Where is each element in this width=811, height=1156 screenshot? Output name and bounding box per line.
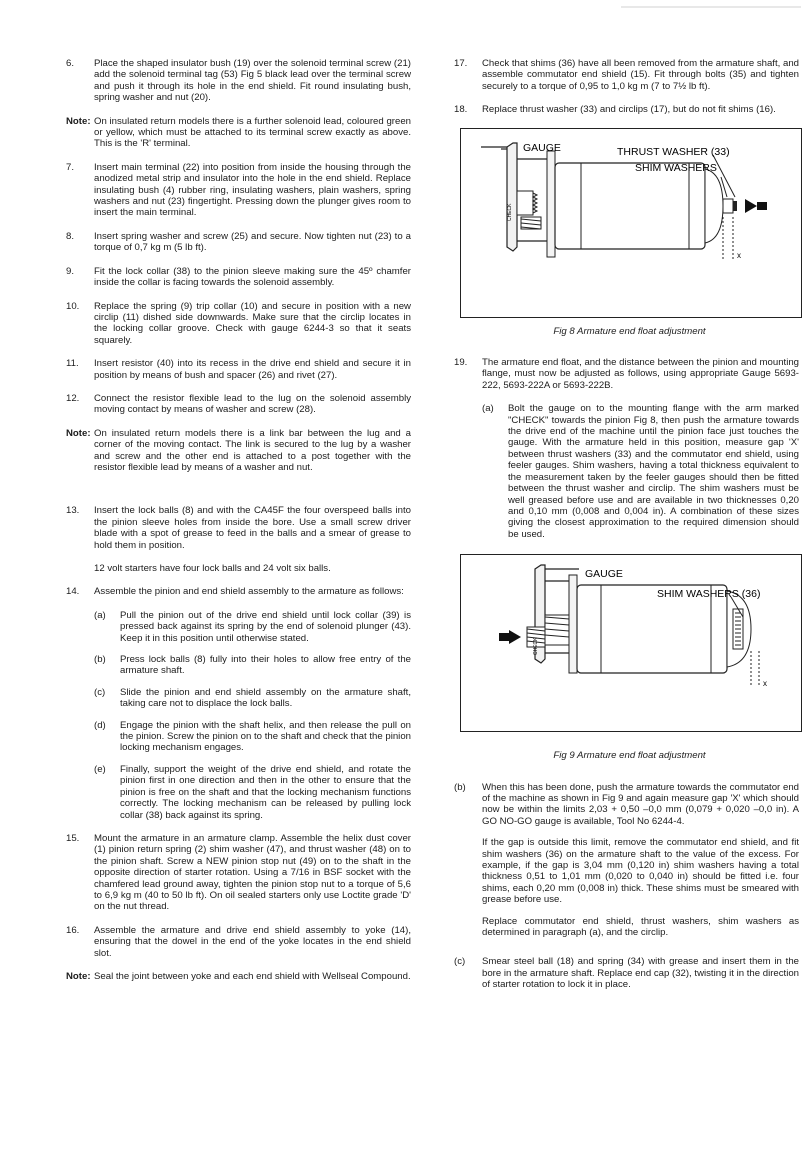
step-text: Check that shims (36) have all been removed from the armature shaft, and assemble commutator end shield (15). Fit through bolts (35) and tighten securely to a torque of 0,95 to 1,0 kg m (7 to 7½ lb ft). (482, 58, 799, 92)
gauge-label: GAUGE (585, 568, 623, 581)
sub-letter: (e) (94, 763, 106, 775)
step-19c (454, 956, 799, 990)
step-number: 19. (454, 357, 468, 369)
step-text: Assemble the armature and drive end shield assembly to yoke (14), ensuring that the dowel in the end of the yoke locates in the end shield slot. (94, 924, 411, 959)
step-14 (66, 586, 411, 597)
step-14d (94, 720, 411, 754)
note-text: On insulated return models there is a link bar between the lug and a corner of the moving contact. The link is secured to the lug by a washer and screw and the other end is attached to a post together with the resistor flexible lead by means of a washer and nut. (94, 427, 411, 473)
step-number: 12. (66, 392, 80, 404)
gap-x-label: x (737, 250, 741, 260)
step-19 (454, 357, 799, 391)
figure-8-caption: Fig 8 Armature end float adjustment (553, 325, 706, 337)
sub-letter: (a) (482, 403, 494, 415)
step-14e (94, 764, 411, 821)
figure-8-drawing (461, 129, 801, 317)
note-label: Note: (66, 427, 91, 439)
sub-text: Pull the pinion out of the drive end shield until lock collar (39) is pressed back against its spring by the end of solenoid plunger (43). Keep it in this position until otherwise stated. (120, 609, 411, 644)
push-arrow-tail (499, 633, 509, 641)
mounting-flange (547, 151, 555, 257)
shim-washers-label: SHIM WASHERS (36) (657, 588, 761, 601)
note-text: Seal the joint between yoke and each end shield with Wellseal Compound. (94, 970, 411, 982)
step-13 (66, 505, 411, 551)
sub-text: Engage the pinion with the shaft helix, and then release the pull on the pinion. Screw the pinion on to the shaft and check that the pinion locking mechanism engages. (120, 719, 411, 754)
step-18 (454, 104, 799, 115)
step-number: 11. (66, 358, 79, 370)
pinion (517, 191, 541, 229)
note-insulated-return-2 (66, 428, 411, 474)
step-15 (66, 833, 411, 913)
step-number: 16. (66, 924, 80, 936)
gauge-label: GAUGE (523, 141, 561, 154)
thrust-washer (733, 201, 737, 211)
shaft-end (723, 199, 733, 213)
step-text: Connect the resistor flexible lead to the lug on the solenoid assembly moving contact by means of washer and screw (28). (94, 392, 411, 416)
step-number: 18. (454, 104, 468, 116)
step-number: 14. (66, 586, 80, 598)
note-label: Note: (66, 970, 91, 982)
step-text: Insert main terminal (22) into position from inside the housing through the anodized metal strip and insulator into the hole in the end shield. Replace insulating bush (4) rubber ring, insulating washers, plain washers, spring washers and nut (23) fingertight. Pressing down the plunger gives room to insert the main terminal. (94, 161, 411, 219)
step-text: Mount the armature in an armature clamp. Assemble the helix dust cover (1) pinion return spring (2) shim washer (47), and thrust washer (48) on to the pinion shaft. Screw a NEW pinion stop nut (49) on to the shaft in the opposite direction of starter rotation. Using a 7/16 in BSF socket with the chamfered lead ground away, tighten the pinion stop nut to a torque of 5,6 to 6,9 kg m (40 to 50 lb ft). On oil sealed starters only use Loctite grade 'D' on the nut thread. (94, 832, 411, 913)
step-14b (94, 654, 411, 677)
step-text: Insert spring washer and screw (25) and secure. Now tighten nut (23) to a torque of 0,7 kg m (5 lb ft). (94, 230, 411, 254)
page-edge-mark (621, 6, 801, 8)
step-19b-gap-outside-limit: If the gap is outside this limit, remove the commutator end shield, and fit shim washers (36) on the armature shaft to the value of the excess. For example, if the gap is 3,04 mm (0,120 in) shim washers having a total thickness 0,51 to 1,01 mm (0,020 to 0,040 in) should be fitted i.e. four shims, each 0,20 mm (0,008 in) thick. These shims must be smeared with grease before use. (482, 837, 799, 906)
sub-text: Press lock balls (8) fully into their holes to allow free entry of the armature shaft. (120, 654, 411, 677)
step-19b (454, 782, 799, 828)
step-text: Insert the lock balls (8) and with the CA45F the four overspeed balls into the pinion sleeve holes from inside the bore. Use a small screw driver blade with a spot of grease to feed in the balls and a smear of grease to hold them in position. (94, 505, 411, 551)
step-text: Insert resistor (40) into its recess in the drive end shield and secure it in position by means of bush and spacer (26) and rivet (27). (94, 358, 411, 381)
left-column (66, 58, 411, 994)
sub-letter: (b) (454, 781, 466, 793)
note-seal-joint (66, 971, 411, 982)
figure-9 (460, 554, 802, 732)
sub-letter: (a) (94, 609, 106, 621)
sub-letter: (c) (454, 956, 466, 968)
figure-9-caption: Fig 9 Armature end float adjustment (553, 750, 706, 762)
step-12 (66, 393, 411, 416)
step-number: 13. (66, 505, 80, 517)
step-16 (66, 925, 411, 959)
step-17 (454, 58, 799, 92)
push-arrow-icon (745, 199, 757, 213)
step-19b-replace-end-shield: Replace commutator end shield, thrust washers, shim washers as determined in paragraph (a), and the circlip. (482, 915, 799, 938)
mounting-flange (569, 575, 577, 673)
note-text: On insulated return models there is a further solenoid lead, coloured green or yellow, which must be attached to its terminal screw exactly as above. This is the 'R' terminal. (94, 115, 411, 150)
step-number: 15. (66, 832, 80, 844)
check-label: CHECK (507, 203, 513, 221)
gauge-bracket (481, 143, 551, 251)
step-number: 9. (66, 265, 75, 277)
sub-text: When this has been done, push the armature towards the commutator end of the machine as shown in Fig 9 and again measure gap 'X' which should now be within the limits 2,03 + 0,50 –0,0 mm (0,079 + 0,020 –0,0 in). A GO NO-GO gauge is available, Tool No 6244-4. (482, 781, 799, 827)
step-14c (94, 687, 411, 710)
step-13-ball-count: 12 volt starters have four lock balls and 24 volt six balls. (94, 563, 331, 574)
step-10 (66, 301, 411, 347)
step-text: Replace thrust washer (33) and circlips (17), but do not fit shims (16). (482, 104, 776, 116)
sub-text: Slide the pinion and end shield assembly on the armature shaft, taking care not to displace the lock balls. (120, 686, 411, 710)
sub-letter: (b) (94, 654, 106, 666)
step-8 (66, 231, 411, 254)
note-label: Note: (66, 115, 91, 127)
right-column (454, 58, 799, 1001)
shim-washers-label: SHIM WASHERS (635, 161, 717, 174)
note-insulated-return-1 (66, 116, 411, 150)
check-label: CHECK (533, 637, 539, 656)
step-number: 8. (66, 230, 75, 242)
step-9 (66, 266, 411, 289)
sub-text: Finally, support the weight of the drive end shield, and rotate the pinion first in one direction and then in the other to ensure that the pinion is free on the shaft and that the locking mechanism functions correctly. The locking mechanism can be released by pulling lock collar (38) back against its spring. (120, 763, 411, 821)
thrust-washer-label: THRUST WASHER (33) (617, 145, 730, 158)
step-19a (482, 403, 799, 540)
step-text: The armature end float, and the distance between the pinion and mounting flange, must now be adjusted as follows, using appropriate Gauge 5693-222, 5693-222A or 5693-222B. (482, 357, 799, 391)
end-cap (705, 169, 723, 243)
figure-8 (460, 128, 802, 318)
step-6 (66, 58, 411, 104)
sub-letter: (d) (94, 719, 106, 731)
push-arrow-icon (509, 630, 521, 644)
gap-x-label: x (763, 679, 767, 689)
step-number: 7. (66, 161, 75, 173)
sub-text: Bolt the gauge on to the mounting flange with the arm marked "CHECK" towards the pinion Fig 8, then push the armature towards the drive end of the machine until the pinion face just touches the gauge. With the armature held in this position, measure gap 'X' between thrust washers (33) and the commutator end shield, using feeler gauges. Shim washers, having a total thickness equivalent to the measurement taken by the feeler gauges should then be fitted between the thrust washer and circlip. The shim washers must be well greased before use and are available in two thicknesses 0,20 and 0,10 mm (0,008 and 0,004 in). A combination of these sizes giving the closest approximation to the required dimension should be used. (508, 403, 799, 540)
step-11 (66, 358, 411, 381)
step-number: 10. (66, 300, 80, 312)
step-text: Place the shaped insulator bush (19) over the solenoid terminal screw (21) add the solenoid terminal tag (53) Fig 5 black lead over the terminal screw and push it through its hole in the end shield. Fit round insulating bush, spring washer and nut (20). (94, 58, 411, 104)
figure-9-drawing (461, 555, 801, 731)
step-text: Assemble the pinion and end shield assembly to the armature as follows: (94, 586, 404, 598)
starter-body (555, 163, 705, 249)
push-arrow-tail (757, 202, 767, 210)
step-text: Fit the lock collar (38) to the pinion sleeve making sure the 45º chamfer inside the collar is facing towards the solenoid assembly. (94, 265, 411, 289)
step-number: 17. (454, 58, 468, 69)
step-7 (66, 162, 411, 219)
step-14a (94, 610, 411, 644)
sub-text: Smear steel ball (18) and spring (34) with grease and insert them in the bore in the armature shaft. Replace end cap (32), twisting it in the direction of starter rotation to lock it in place. (482, 956, 799, 991)
step-number: 6. (66, 58, 75, 69)
step-text: Replace the spring (9) trip collar (10) and secure in position with a new circlip (11) dished side downwards. Make sure that the circlip locates in the locking collar groove. Check with gauge 6244-3 so that it seats squarely. (94, 300, 411, 346)
sub-letter: (c) (94, 686, 106, 698)
